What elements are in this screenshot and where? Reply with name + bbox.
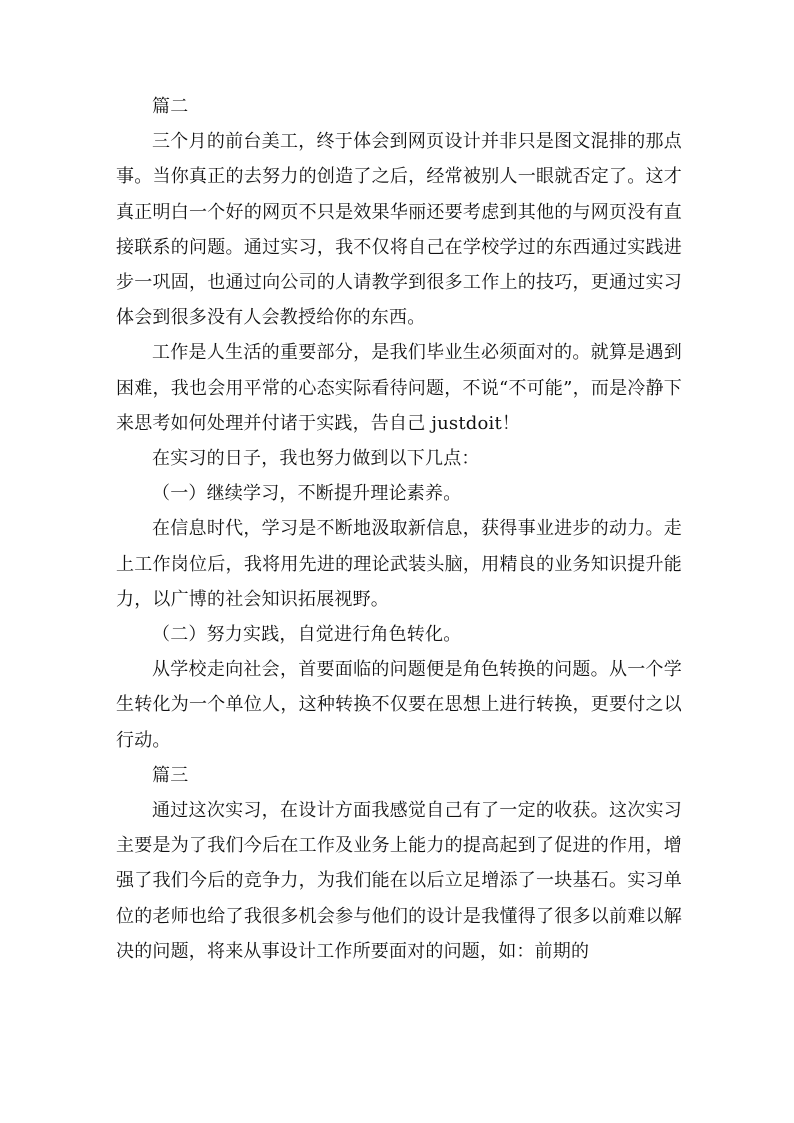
paragraph-design-gains: 通过这次实习，在设计方面我感觉自己有了一定的收获。这次实习主要是为了我们今后在工作及业务上能力的提高起到了促进的作用，增强了我们今后的竞争力，为我们能在以后立足增添了一块基石。实习单位的老师也给了我很多机会参与他们的设计是我懂得了很多以前难以解决的问题，将来从事设计工作所要面对的问题，如：前期的 [116, 800, 682, 962]
paragraph-frontend-design: 三个月的前台美工，终于体会到网页设计并非只是图文混排的那点事。当你真正的去努力的创造了之后，经常被别人一眼就否定了。这才真正明白一个好的网页不只是效果华丽还要考虑到其他的与网页没有直接联系的问题。通过实习，我不仅将自己在学校学过的东西通过实践进步一巩固，也通过向公司的人请教学到很多工作上的技巧，更通过实习体会到很多没有人会教授给你的东西。 [116, 131, 682, 329]
paragraph-learning: 在信息时代，学习是不断地汲取新信息，获得事业进步的动力。走上工作岗位后，我将用先进的理论武装头脑，用精良的业务知识提升能力，以广博的社会知识拓展视野。 [116, 518, 682, 610]
section-heading-2: 篇二 [152, 96, 189, 117]
section-heading-3: 篇三 [152, 764, 189, 786]
document-page [116, 89, 682, 969]
point-two-heading: （二）努力实践，自觉进行角色转化。 [152, 624, 462, 646]
point-one-heading: （一）继续学习，不断提升理论素养。 [152, 483, 462, 505]
paragraph-intro-points: 在实习的日子，我也努力做到以下几点： [152, 448, 480, 470]
paragraph-role-change: 从学校走向社会，首要面临的问题便是角色转换的问题。从一个学生转化为一个单位人，这种转换不仅要在思想上进行转换，更要付之以行动。 [116, 659, 682, 751]
paragraph-work-attitude: 工作是人生活的重要部分，是我们毕业生必须面对的。就算是遇到困难，我也会用平常的心态实际看待问题，不说“不可能”，而是冷静下来思考如何处理并付诸于实践，告自己 justdoit！ [116, 342, 682, 434]
